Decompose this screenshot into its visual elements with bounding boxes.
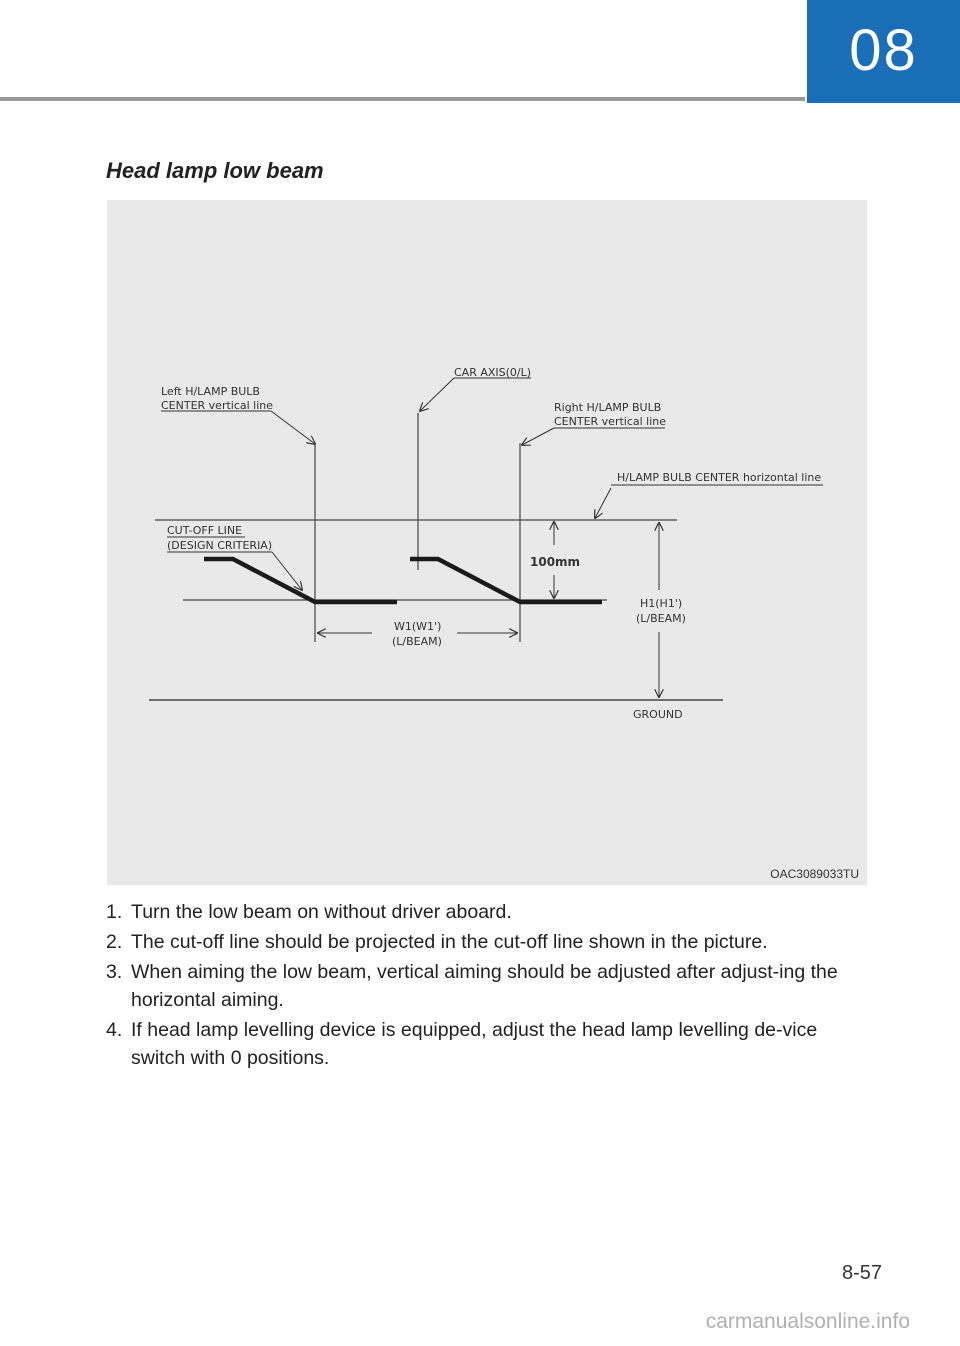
instruction-list [106,898,868,1074]
step-text: If head lamp levelling device is equipped, adjust the head lamp levelling de-vice switch with 0 positions. [131,1019,818,1069]
step-number: 4. [106,1019,123,1041]
h1-label-line2: (L/BEAM) [636,612,686,625]
instruction-step [106,1016,868,1072]
headlamp-aiming-diagram [107,200,867,885]
horizontal-line-leader [595,488,611,518]
left-bulb-label-line2: CENTER vertical line [161,399,274,412]
cutoff-label-line2: (DESIGN CRITERIA) [167,539,273,552]
diagram-svg [107,200,867,885]
w1-label-line2: (L/BEAM) [392,635,442,648]
instruction-step [106,928,868,956]
step-number: 1. [106,901,123,923]
figure-code: OAC3089033TU [770,867,859,881]
step-text: When aiming the low beam, vertical aiming should be adjusted after adjust-ing the horizontal aiming. [131,961,838,1011]
left-bulb-leader [271,411,315,444]
left-bulb-label-line1: Left H/LAMP BULB [161,385,260,398]
cutoff-label-line1: CUT-OFF LINE [167,524,243,537]
instruction-step [106,958,868,1014]
right-bulb-leader [522,428,554,445]
header-rule [0,97,805,101]
h1-label-line1: H1(H1') [640,597,683,610]
instruction-step [106,898,868,926]
horizontal-line-label: H/LAMP BULB CENTER horizontal line [617,471,822,484]
right-bulb-label-line1: Right H/LAMP BULB [554,401,662,414]
car-axis-label: CAR AXIS(0/L) [454,366,532,379]
step-number: 3. [106,961,123,983]
left-cutoff-pattern [204,559,397,602]
chapter-number: 08 [849,18,918,83]
right-bulb-label-line2: CENTER vertical line [554,415,667,428]
step-text: The cut-off line should be projected in the cut-off line shown in the picture. [131,931,768,953]
step-number: 2. [106,931,123,953]
car-axis-leader [420,378,454,411]
ground-label: GROUND [633,708,683,721]
w1-label-line1: W1(W1') [394,620,442,633]
section-title: Head lamp low beam [106,158,324,183]
watermark: carmanualsonline.info [705,1310,910,1333]
chapter-tab [807,0,960,103]
step-text: Turn the low beam on without driver aboard. [131,901,512,923]
page-number: 8-57 [841,1262,882,1284]
distance-100mm-label: 100mm [530,555,581,569]
